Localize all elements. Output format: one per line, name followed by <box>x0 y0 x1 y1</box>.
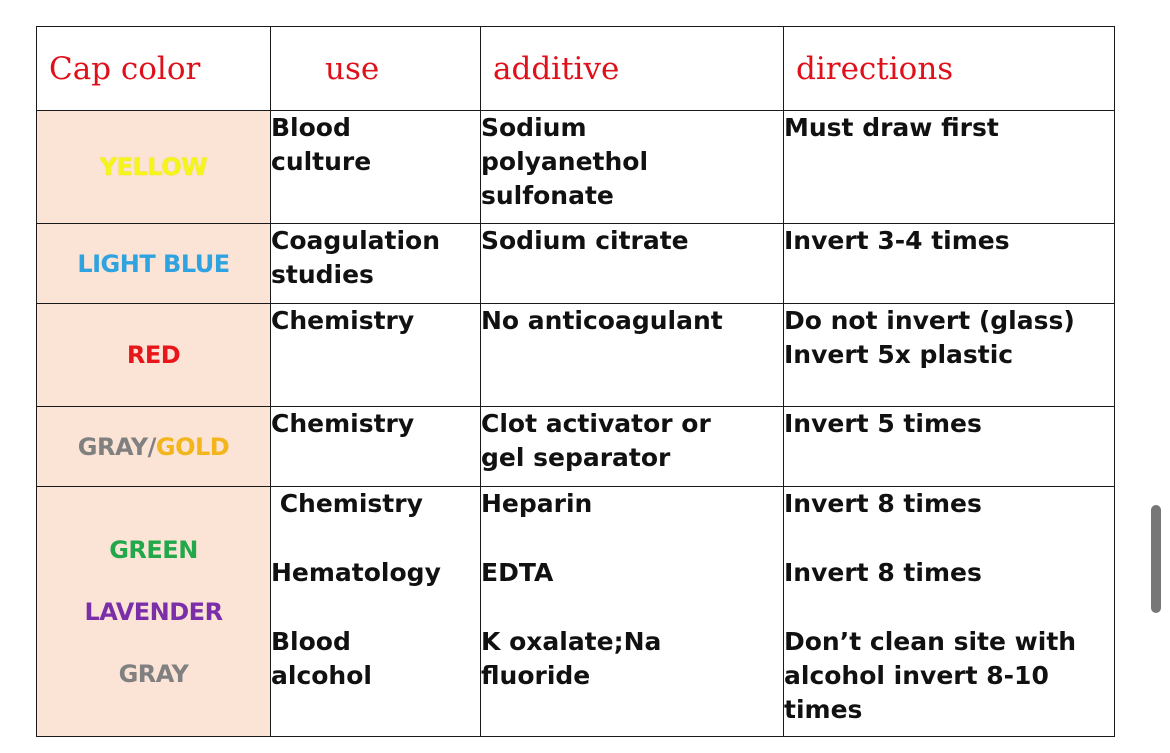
use-line: studies <box>271 260 374 289</box>
header-cap-color <box>37 27 271 111</box>
directions-line: Invert 5 times <box>784 409 982 438</box>
scrollbar-thumb[interactable] <box>1151 505 1161 613</box>
table-row <box>37 487 1115 737</box>
additive-cell <box>481 304 784 407</box>
cap-lavender: LAVENDER <box>84 597 223 626</box>
directions-cell <box>784 487 1115 737</box>
use-cell <box>271 487 481 737</box>
header-directions <box>784 27 1115 111</box>
directions-line: Invert 3-4 times <box>784 226 1010 255</box>
directions-line: Must draw first <box>784 113 999 142</box>
cap-cell <box>37 111 271 224</box>
directions-line: Do not invert (glass) <box>784 306 1075 335</box>
directions-cell <box>784 224 1115 304</box>
use-line: Hematology <box>271 558 441 587</box>
additive-line: Clot activator or <box>481 409 711 438</box>
use-cell <box>271 111 481 224</box>
directions-line: Invert 8 times <box>784 489 982 518</box>
cap-separator: / <box>147 432 156 461</box>
header-additive-text: additive <box>493 50 620 87</box>
use-line: Blood <box>271 113 351 142</box>
header-row <box>37 27 1115 111</box>
cap-green: GREEN <box>109 535 198 564</box>
additive-line: gel separator <box>481 443 671 472</box>
additive-line: Sodium citrate <box>481 226 689 255</box>
directions-cell <box>784 111 1115 224</box>
header-directions-text: directions <box>796 50 954 87</box>
cap-cell <box>37 224 271 304</box>
use-cell <box>271 224 481 304</box>
additive-line: Heparin <box>481 489 593 518</box>
additive-line: K oxalate;Na <box>481 627 662 656</box>
cap-gray-part: GRAY <box>77 432 148 461</box>
use-line: Chemistry <box>271 409 415 438</box>
cap-light-blue: LIGHT BLUE <box>77 249 230 278</box>
use-cell <box>271 304 481 407</box>
directions-line: Invert 8 times <box>784 558 982 587</box>
directions-cell <box>784 304 1115 407</box>
use-line: alcohol <box>271 661 372 690</box>
directions-line: Don’t clean site with <box>784 627 1077 656</box>
additive-line: polyanethol <box>481 147 649 176</box>
additive-cell <box>481 111 784 224</box>
use-line: culture <box>271 147 372 176</box>
directions-line: alcohol invert 8-10 <box>784 661 1049 690</box>
use-line: Blood <box>271 627 351 656</box>
cap-cell <box>37 487 271 737</box>
additive-cell <box>481 407 784 487</box>
directions-line: Invert 5x plastic <box>784 340 1014 369</box>
use-line: Coagulation <box>271 226 441 255</box>
use-line: Chemistry <box>271 489 423 518</box>
table-row <box>37 111 1115 224</box>
header-use-text: use <box>325 50 380 87</box>
table-row <box>37 224 1115 304</box>
table-row <box>37 407 1115 487</box>
additive-line: EDTA <box>481 558 554 587</box>
directions-line: times <box>784 695 863 724</box>
additive-cell <box>481 224 784 304</box>
additive-line: fluoride <box>481 661 591 690</box>
additive-cell <box>481 487 784 737</box>
additive-line: Sodium <box>481 113 587 142</box>
cap-red: RED <box>126 341 181 369</box>
header-cap-color-text: Cap color <box>49 50 201 87</box>
cap-cell <box>37 304 271 407</box>
cap-gray: GRAY <box>118 659 189 688</box>
table-row <box>37 304 1115 407</box>
header-use <box>271 27 481 111</box>
use-cell <box>271 407 481 487</box>
additive-line: sulfonate <box>481 181 614 210</box>
additive-line: No anticoagulant <box>481 306 723 335</box>
cap-yellow: YELLOW <box>99 153 208 181</box>
tube-table <box>36 26 1115 737</box>
cap-gold-part: GOLD <box>155 432 230 461</box>
cap-cell <box>37 407 271 487</box>
use-line: Chemistry <box>271 306 415 335</box>
directions-cell <box>784 407 1115 487</box>
cap-gray-gold <box>37 433 270 461</box>
header-additive <box>481 27 784 111</box>
